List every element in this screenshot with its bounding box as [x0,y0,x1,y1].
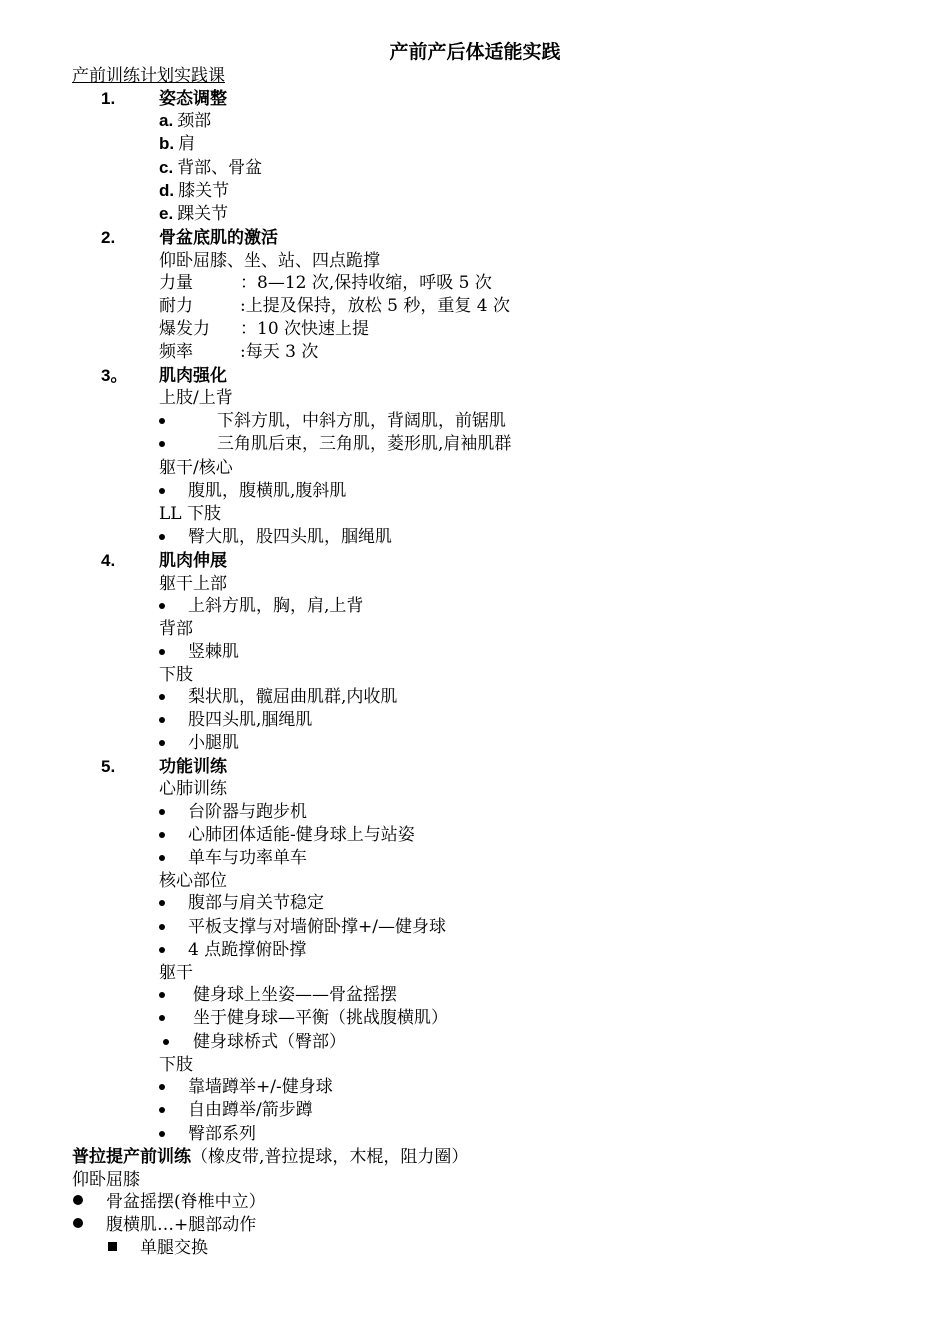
item-heading-posture: 姿态调整 [159,89,227,109]
subheading: 躯干 [159,963,193,983]
param-label: 频率 [159,342,193,362]
bullet-icon [159,740,165,746]
bullet-icon [159,418,165,424]
list-letter: d. [159,181,175,200]
bullet-icon [159,832,165,838]
bullet-text: 平板支撑与对墙俯卧撑+/—健身球 [188,917,446,937]
param-value: ：8—12 次,保持收缩，呼吸 5 次 [240,273,492,293]
body-text: 仰卧屈膝、坐、站、四点跪撑 [159,251,380,271]
pilates-heading-line [72,1146,468,1168]
bullet-text: 靠墙蹲举+/-健身球 [188,1077,333,1097]
bullet-text: 小腿肌 [188,733,239,753]
bullet-icon [159,603,165,609]
pilates-equipment-note: （橡皮带,普拉提球，木棍，阻力圈） [191,1147,469,1167]
bullet-text: 腹部与肩关节稳定 [188,893,324,913]
item-number-3: 3。 [101,366,128,385]
bullet-icon [159,1015,165,1021]
bullet-icon [159,992,165,998]
subheading: 上肢/上背 [159,388,233,408]
pilates-heading: 普拉提产前训练 [72,1147,191,1167]
list-text: 肩 [178,134,196,154]
item-number-2: 2. [101,228,116,247]
subheading: 核心部位 [159,871,227,891]
bullet-icon [159,441,165,447]
bullet-icon [159,717,165,723]
bullet-text: 臀大肌，股四头肌，腘绳肌 [188,527,392,547]
bullet-text: 坐于健身球—平衡（挑战腹横肌） [193,1008,448,1028]
item-number-1: 1. [101,89,116,108]
subheading: 仰卧屈膝 [72,1170,140,1190]
bullet-icon [159,900,165,906]
bullet-icon [73,1218,83,1228]
item-heading-pelvic-floor: 骨盆底肌的激活 [159,228,278,248]
bullet-icon [159,1131,165,1137]
param-value: ：10 次快速上提 [240,319,370,339]
item-heading-strength: 肌肉强化 [159,366,227,386]
param-value: :上提及保持，放松 5 秒，重复 4 次 [240,296,510,316]
list-letter: e. [159,204,174,223]
subheading: 下肢 [159,665,193,685]
list-text: 颈部 [177,111,212,131]
bullet-icon [159,694,165,700]
bullet-text: 腹横肌…+腿部动作 [106,1215,257,1235]
square-bullet-icon [108,1242,117,1251]
subheading: 躯干上部 [159,574,227,594]
bullet-icon [159,809,165,815]
sub-bullet-text: 单腿交换 [140,1238,208,1258]
bullet-text: 自由蹲举/箭步蹲 [188,1100,313,1120]
item-number-5: 5. [101,757,116,776]
bullet-text: 三角肌后束，三角肌，菱形肌,肩袖肌群 [217,434,512,454]
bullet-text: 心肺团体适能-健身球上与站姿 [188,825,415,845]
item-heading-functional: 功能训练 [159,757,227,777]
bullet-text: 梨状肌，髋屈曲肌群,内收肌 [188,687,398,707]
list-item [159,133,195,155]
bullet-icon [159,947,165,953]
list-item [159,157,262,179]
bullet-icon [159,1084,165,1090]
bullet-text: 骨盆摇摆(脊椎中立） [106,1192,266,1212]
bullet-text: 健身球桥式（臀部） [193,1032,346,1052]
bullet-icon [159,924,165,930]
list-item [159,203,228,225]
bullet-icon [73,1195,83,1205]
list-letter: a. [159,111,174,130]
list-text: 膝关节 [178,181,230,201]
param-value: :每天 3 次 [240,342,319,362]
bullet-text: 单车与功率单车 [188,848,307,868]
bullet-text: 台阶器与跑步机 [188,802,307,822]
bullet-icon [159,855,165,861]
subheading: 背部 [159,619,193,639]
bullet-icon [159,488,165,494]
bullet-text: 上斜方肌，胸，肩,上背 [188,596,364,616]
bullet-text: 竖棘肌 [188,642,239,662]
subheading: LL 下肢 [159,504,221,524]
list-text: 踝关节 [177,204,229,224]
bullet-icon [159,1107,165,1113]
list-text: 背部、骨盆 [177,158,263,178]
subheading: 心肺训练 [159,779,227,799]
param-label: 爆发力 [159,319,210,339]
list-letter: b. [159,134,175,153]
bullet-text: 腹肌，腹横肌,腹斜肌 [188,481,347,501]
bullet-icon [163,1039,169,1045]
list-item [159,110,211,132]
bullet-text: 健身球上坐姿——骨盆摇摆 [193,985,397,1005]
bullet-text: 下斜方肌，中斜方肌，背阔肌，前锯肌 [217,411,506,431]
page-title: 产前产后体适能实践 [389,41,561,63]
param-label: 力量 [159,273,193,293]
list-item [159,180,229,202]
item-number-4: 4. [101,551,116,570]
list-letter: c. [159,158,174,177]
subheading: 下肢 [159,1055,193,1075]
subheading: 躯干/核心 [159,458,233,478]
section-heading-prenatal: 产前训练计划实践课 [72,66,225,86]
bullet-text: 臀部系列 [188,1124,256,1144]
bullet-text: 股四头肌,腘绳肌 [188,710,313,730]
item-heading-stretch: 肌肉伸展 [159,551,227,571]
bullet-icon [159,534,165,540]
bullet-text: 4 点跪撑俯卧撑 [188,940,307,960]
bullet-icon [159,649,165,655]
param-label: 耐力 [159,296,193,316]
